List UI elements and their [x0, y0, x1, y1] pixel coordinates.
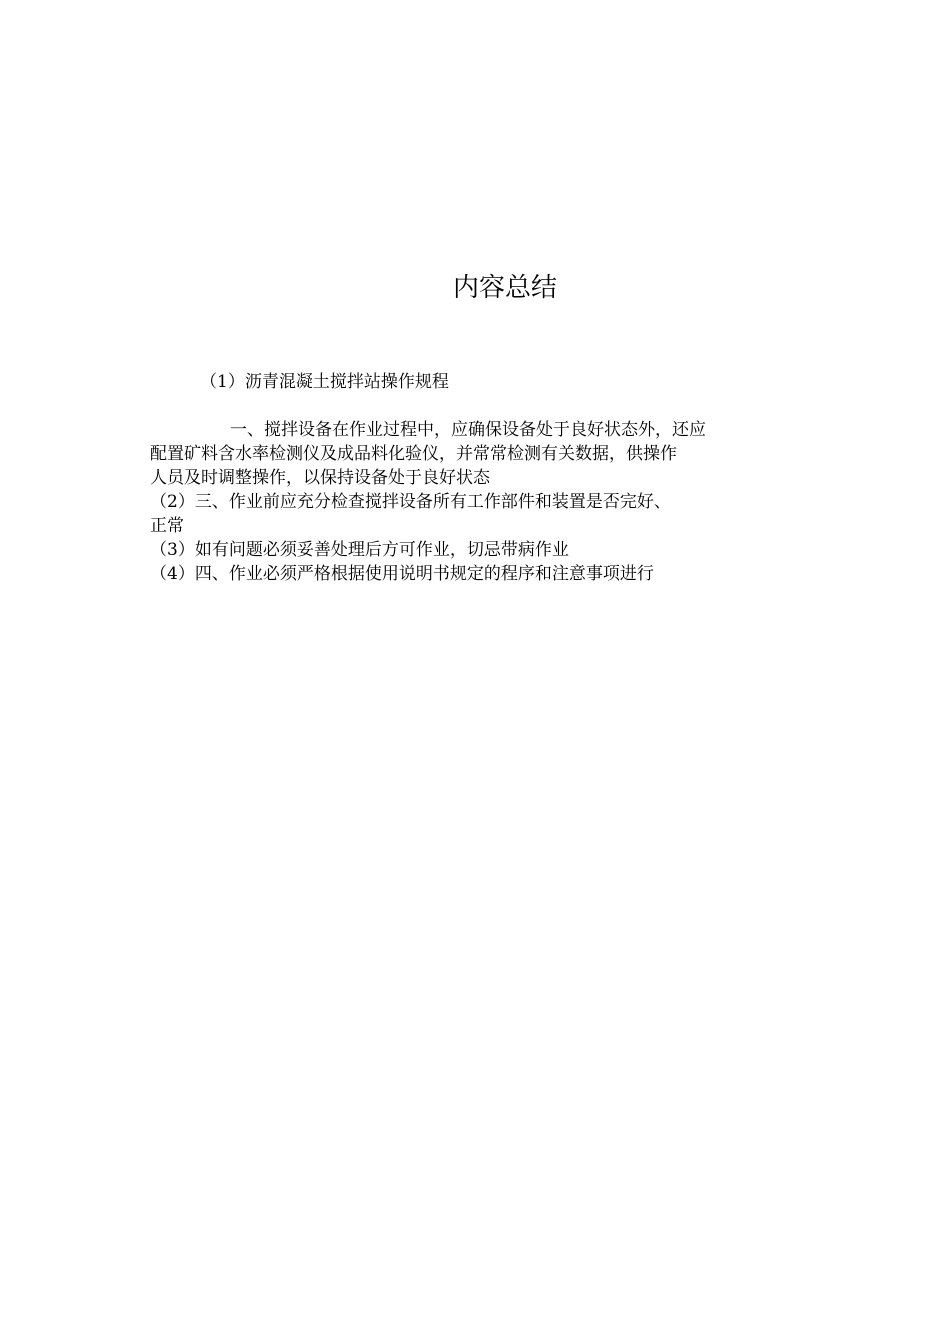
paragraph-1-line-2: 配置矿料含水率检测仪及成品料化验仪，并常常检测有关数据，供操作 [150, 444, 677, 464]
list-item-4: （4）四、作业必须严格根据使用说明书规定的程序和注意事项进行 [150, 564, 654, 584]
list-item-3: （3）如有问题必须妥善处理后方可作业，切忌带病作业 [150, 540, 569, 560]
document-body [150, 370, 810, 586]
paragraph-spacer [150, 394, 810, 418]
list-item-2 [150, 490, 810, 538]
page-title: 内容总结 [452, 273, 557, 303]
section-heading: （1）沥青混凝土搅拌站操作规程 [200, 372, 449, 392]
list-item-2-line-2: 正常 [150, 516, 184, 536]
paragraph-1 [150, 418, 810, 490]
list-item-2-line-1: （2）三、作业前应充分检查搅拌设备所有工作部件和装置是否完好、 [150, 492, 671, 512]
paragraph-1-line-3: 人员及时调整操作，以保持设备处于良好状态 [150, 468, 490, 488]
paragraph-1-line-1: 一、搅拌设备在作业过程中，应确保设备处于良好状态外，还应 [230, 420, 706, 440]
